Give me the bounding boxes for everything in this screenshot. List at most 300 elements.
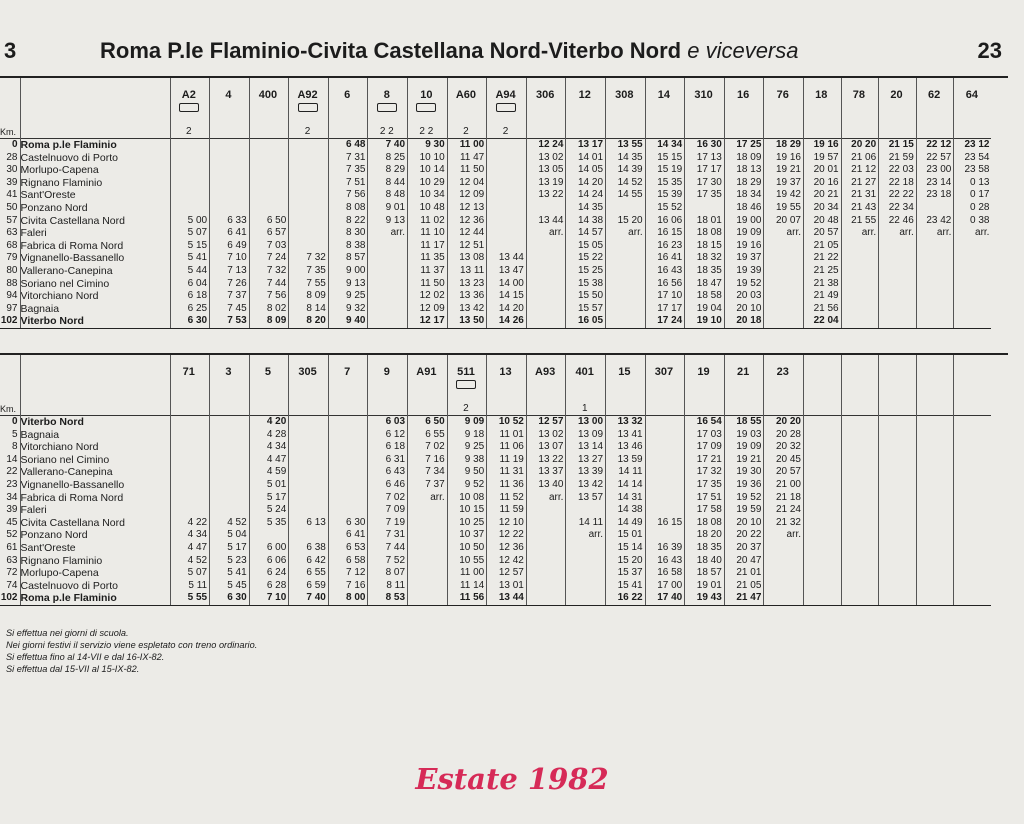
departure-time: 4 34: [249, 441, 289, 454]
departure-time: [804, 416, 842, 429]
departure-time: [210, 492, 250, 505]
departure-time: [170, 479, 210, 492]
note-marker: 2 2: [368, 114, 408, 139]
departure-time: [566, 567, 606, 580]
departure-time: [954, 529, 992, 542]
departure-time: 19 16: [804, 139, 842, 152]
departure-time: 11 35: [408, 252, 448, 265]
train-number: 308: [606, 78, 646, 114]
departure-time: 10 14: [408, 164, 448, 177]
departure-time: 12 57: [487, 567, 527, 580]
departure-time: 17 10: [645, 290, 685, 303]
train-number-row: [0, 355, 991, 391]
train-number: [916, 355, 954, 391]
departure-time: 20 34: [804, 202, 842, 215]
departure-time: arr.: [606, 227, 646, 240]
departure-time: [879, 454, 917, 467]
departure-time: 21 47: [724, 592, 764, 605]
station-name: Ponzano Nord: [20, 529, 170, 542]
departure-time: 20 37: [724, 542, 764, 555]
departure-time: 15 14: [606, 542, 646, 555]
departure-time: 11 52: [487, 492, 527, 505]
departure-time: [210, 152, 250, 165]
departure-time: [289, 139, 329, 152]
departure-time: [916, 567, 954, 580]
departure-time: [841, 567, 879, 580]
departure-time: 14 00: [487, 278, 527, 291]
station-name: Castelnuovo di Porto: [20, 152, 170, 165]
note-marker: [804, 391, 842, 416]
departure-time: [526, 315, 566, 328]
departure-time: [170, 429, 210, 442]
train-number: [804, 355, 842, 391]
station-name: Vitorchiano Nord: [20, 441, 170, 454]
station-name: Faleri: [20, 504, 170, 517]
departure-time: [916, 441, 954, 454]
departure-time: arr.: [566, 529, 606, 542]
departure-time: 13 37: [526, 466, 566, 479]
departure-time: 16 41: [645, 252, 685, 265]
departure-time: [879, 542, 917, 555]
departure-time: 7 10: [210, 252, 250, 265]
departure-time: 19 55: [764, 202, 804, 215]
departure-time: 8 14: [289, 303, 329, 316]
departure-time: arr.: [368, 227, 408, 240]
departure-time: [487, 177, 527, 190]
departure-time: 6 30: [170, 315, 210, 328]
departure-time: [566, 592, 606, 605]
station-name: Vitorchiano Nord: [20, 290, 170, 303]
departure-time: 21 59: [879, 152, 917, 165]
departure-time: 17 30: [685, 177, 725, 190]
departure-time: [645, 441, 685, 454]
departure-time: 21 32: [764, 517, 804, 530]
station-row: [0, 240, 991, 253]
station-row: [0, 189, 991, 202]
departure-time: 22 12: [916, 139, 954, 152]
departure-time: [289, 202, 329, 215]
departure-time: [526, 555, 566, 568]
departure-time: [879, 580, 917, 593]
note-marker-row: [0, 391, 991, 416]
departure-time: [368, 303, 408, 316]
departure-time: [916, 492, 954, 505]
note-marker: [954, 114, 992, 139]
departure-time: 22 34: [879, 202, 917, 215]
departure-time: 15 37: [606, 567, 646, 580]
station-name: Ponzano Nord: [20, 202, 170, 215]
departure-time: 17 25: [724, 139, 764, 152]
departure-time: 21 31: [841, 189, 879, 202]
departure-time: [645, 429, 685, 442]
departure-time: 17 17: [685, 164, 725, 177]
departure-time: [289, 479, 329, 492]
km-value: 23: [6, 478, 18, 490]
departure-time: 13 42: [447, 303, 487, 316]
departure-time: [916, 529, 954, 542]
departure-time: 8 02: [249, 303, 289, 316]
departure-time: [645, 492, 685, 505]
departure-time: [804, 555, 842, 568]
departure-time: 10 50: [447, 542, 487, 555]
departure-time: [841, 315, 879, 328]
train-number: [408, 78, 448, 114]
departure-time: [526, 542, 566, 555]
departure-time: 0 38: [954, 215, 992, 228]
note-marker: [685, 391, 725, 416]
station-name: Vallerano-Canepina: [20, 466, 170, 479]
departure-time: [916, 265, 954, 278]
departure-time: [916, 278, 954, 291]
departure-time: [289, 189, 329, 202]
departure-time: [526, 303, 566, 316]
km-value: 63: [6, 554, 18, 566]
departure-time: [408, 517, 448, 530]
departure-time: 20 03: [724, 290, 764, 303]
departure-time: [289, 227, 329, 240]
departure-time: 12 09: [447, 189, 487, 202]
departure-time: 14 35: [566, 202, 606, 215]
departure-time: [487, 139, 527, 152]
departure-time: [289, 466, 329, 479]
departure-time: 23 12: [954, 139, 992, 152]
departure-time: [606, 303, 646, 316]
departure-time: 5 35: [249, 517, 289, 530]
km-value: 45: [6, 516, 18, 528]
departure-time: 18 40: [685, 555, 725, 568]
departure-time: [328, 492, 368, 505]
departure-time: 14 20: [566, 177, 606, 190]
departure-time: 14 05: [566, 164, 606, 177]
departure-time: [170, 441, 210, 454]
departure-time: 12 09: [408, 303, 448, 316]
departure-time: [170, 466, 210, 479]
departure-time: [916, 479, 954, 492]
departure-time: 12 44: [447, 227, 487, 240]
departure-time: 9 09: [447, 416, 487, 429]
departure-time: [606, 240, 646, 253]
departure-time: arr.: [526, 227, 566, 240]
bus-icon: [456, 380, 476, 389]
departure-time: 15 25: [566, 265, 606, 278]
station-name: Morlupo-Capena: [20, 164, 170, 177]
note-marker: [289, 391, 329, 416]
train-number: 400: [249, 78, 289, 114]
note-marker: 2: [487, 114, 527, 139]
departure-time: [764, 252, 804, 265]
departure-time: 13 41: [606, 429, 646, 442]
departure-time: [879, 479, 917, 492]
departure-time: 22 57: [916, 152, 954, 165]
departure-time: 11 47: [447, 152, 487, 165]
departure-time: 6 31: [368, 454, 408, 467]
departure-time: [841, 265, 879, 278]
departure-time: 7 32: [289, 252, 329, 265]
station-name: Bagnaia: [20, 303, 170, 316]
departure-time: 20 48: [804, 215, 842, 228]
departure-time: [526, 278, 566, 291]
departure-time: [487, 164, 527, 177]
departure-time: 5 00: [170, 215, 210, 228]
departure-time: [645, 454, 685, 467]
departure-time: 15 57: [566, 303, 606, 316]
departure-time: 18 09: [724, 152, 764, 165]
departure-time: [408, 504, 448, 517]
title-route: Roma P.le Flaminio-Civita Castellana Nord-Viterbo Nord: [100, 38, 682, 63]
note-marker: [526, 114, 566, 139]
station-row: [0, 466, 991, 479]
km-value: 94: [6, 290, 18, 302]
departure-time: 20 22: [724, 529, 764, 542]
departure-time: 13 39: [566, 466, 606, 479]
departure-time: 16 56: [645, 278, 685, 291]
train-number: [879, 355, 917, 391]
km-value: 14: [6, 453, 18, 465]
train-number-label: 8: [383, 89, 390, 101]
train-number-label: A92: [297, 89, 318, 101]
page-number-left: 3: [4, 38, 17, 63]
departure-time: 7 45: [210, 303, 250, 316]
departure-time: [408, 529, 448, 542]
departure-time: [879, 416, 917, 429]
station-name: Fabrica di Roma Nord: [20, 240, 170, 253]
station-row: [0, 152, 991, 165]
departure-time: [249, 177, 289, 190]
departure-time: 14 49: [606, 517, 646, 530]
departure-time: 14 14: [606, 479, 646, 492]
departure-time: 7 32: [249, 265, 289, 278]
station-row: [0, 492, 991, 505]
departure-time: 9 13: [328, 278, 368, 291]
train-number-label: A2: [181, 89, 196, 101]
departure-time: [804, 567, 842, 580]
note-marker: [916, 391, 954, 416]
departure-time: 11 01: [487, 429, 527, 442]
departure-time: 12 22: [487, 529, 527, 542]
departure-time: 10 25: [447, 517, 487, 530]
departure-time: 21 18: [764, 492, 804, 505]
departure-time: 20 18: [724, 315, 764, 328]
train-number: 71: [170, 355, 210, 391]
km-value: 80: [6, 264, 18, 276]
station-row: [0, 580, 991, 593]
departure-time: [841, 517, 879, 530]
departure-time: 21 12: [841, 164, 879, 177]
departure-time: 16 39: [645, 542, 685, 555]
departure-time: 20 57: [764, 466, 804, 479]
departure-time: 7 31: [328, 152, 368, 165]
departure-time: 11 00: [447, 567, 487, 580]
departure-time: [170, 152, 210, 165]
departure-time: [210, 441, 250, 454]
departure-time: 5 55: [170, 592, 210, 605]
departure-time: 21 25: [804, 265, 842, 278]
departure-time: [841, 542, 879, 555]
departure-time: [879, 555, 917, 568]
station-row: [0, 504, 991, 517]
departure-time: 7 26: [210, 278, 250, 291]
train-number: [447, 355, 487, 391]
train-number: 305: [289, 355, 329, 391]
departure-time: 10 55: [447, 555, 487, 568]
departure-time: 12 04: [447, 177, 487, 190]
departure-time: 7 51: [328, 177, 368, 190]
departure-time: [804, 529, 842, 542]
departure-time: [289, 504, 329, 517]
departure-time: 12 36: [487, 542, 527, 555]
departure-time: 5 07: [170, 567, 210, 580]
departure-time: 6 12: [368, 429, 408, 442]
departure-time: [526, 240, 566, 253]
bus-icon: [496, 103, 516, 112]
departure-time: 6 03: [368, 416, 408, 429]
departure-time: [210, 416, 250, 429]
departure-time: 12 13: [447, 202, 487, 215]
departure-time: 6 04: [170, 278, 210, 291]
departure-time: [879, 265, 917, 278]
km-value: 79: [6, 252, 18, 264]
departure-time: [879, 504, 917, 517]
departure-time: [487, 240, 527, 253]
station-row: [0, 252, 991, 265]
departure-time: 13 09: [566, 429, 606, 442]
departure-time: 6 50: [408, 416, 448, 429]
departure-time: 0 28: [954, 202, 992, 215]
departure-time: 18 46: [724, 202, 764, 215]
departure-time: 20 45: [764, 454, 804, 467]
departure-time: arr.: [954, 227, 992, 240]
train-number-label: 10: [420, 89, 433, 101]
departure-time: 7 09: [368, 504, 408, 517]
train-number: 20: [879, 78, 917, 114]
departure-time: 17 24: [645, 315, 685, 328]
departure-time: 5 17: [210, 542, 250, 555]
departure-time: 23 54: [954, 152, 992, 165]
departure-time: [289, 240, 329, 253]
departure-time: [879, 303, 917, 316]
km-value: 97: [6, 302, 18, 314]
departure-time: 7 52: [368, 555, 408, 568]
station-name: Sant'Oreste: [20, 542, 170, 555]
departure-time: 14 31: [606, 492, 646, 505]
departure-time: [804, 429, 842, 442]
station-name: Vignanello-Bassanello: [20, 252, 170, 265]
departure-time: 5 04: [210, 529, 250, 542]
departure-time: 17 09: [685, 441, 725, 454]
departure-time: 22 46: [879, 215, 917, 228]
departure-time: 17 03: [685, 429, 725, 442]
departure-time: [916, 429, 954, 442]
departure-time: 18 29: [764, 139, 804, 152]
departure-time: [954, 555, 992, 568]
departure-time: 6 42: [289, 555, 329, 568]
departure-time: [841, 240, 879, 253]
departure-time: [841, 303, 879, 316]
note-marker: [170, 391, 210, 416]
departure-time: 8 53: [368, 592, 408, 605]
departure-time: 16 43: [645, 265, 685, 278]
departure-time: 9 25: [328, 290, 368, 303]
departure-time: 13 27: [566, 454, 606, 467]
departure-time: 14 24: [566, 189, 606, 202]
departure-time: 14 15: [487, 290, 527, 303]
departure-time: [606, 315, 646, 328]
page-header: [0, 38, 1024, 70]
departure-time: 5 23: [210, 555, 250, 568]
footnotes: [6, 627, 257, 675]
departure-time: [879, 441, 917, 454]
departure-time: 13 50: [447, 315, 487, 328]
departure-time: [566, 504, 606, 517]
departure-time: [289, 429, 329, 442]
train-number: A91: [408, 355, 448, 391]
departure-time: 19 09: [724, 227, 764, 240]
departure-time: [916, 504, 954, 517]
station-row: [0, 278, 991, 291]
departure-time: 7 56: [249, 290, 289, 303]
departure-time: [249, 202, 289, 215]
departure-time: [954, 252, 992, 265]
train-number: 3: [210, 355, 250, 391]
departure-time: 13 05: [526, 164, 566, 177]
departure-time: 8 30: [328, 227, 368, 240]
departure-time: 6 46: [368, 479, 408, 492]
train-number: 15: [606, 355, 646, 391]
departure-time: [764, 265, 804, 278]
km-label: Km.: [0, 404, 17, 414]
departure-time: 8 29: [368, 164, 408, 177]
departure-time: [170, 416, 210, 429]
station-row: [0, 555, 991, 568]
departure-time: [764, 555, 804, 568]
departure-time: [804, 441, 842, 454]
departure-time: arr.: [526, 492, 566, 505]
season-caption: Estate 1982: [415, 762, 609, 796]
departure-time: 11 02: [408, 215, 448, 228]
departure-time: [954, 454, 992, 467]
departure-time: [916, 252, 954, 265]
departure-time: 12 02: [408, 290, 448, 303]
departure-time: 13 44: [526, 215, 566, 228]
departure-time: 21 00: [764, 479, 804, 492]
departure-time: 4 59: [249, 466, 289, 479]
station-row: [0, 177, 991, 190]
departure-time: [804, 492, 842, 505]
departure-time: 11 50: [408, 278, 448, 291]
km-value: 30: [6, 164, 18, 176]
departure-time: [408, 580, 448, 593]
note-marker: [487, 391, 527, 416]
departure-time: 12 51: [447, 240, 487, 253]
departure-time: [289, 454, 329, 467]
departure-time: [804, 504, 842, 517]
departure-time: [954, 416, 992, 429]
departure-time: 9 32: [328, 303, 368, 316]
departure-time: 18 34: [724, 189, 764, 202]
departure-time: 20 47: [724, 555, 764, 568]
departure-time: [879, 278, 917, 291]
departure-time: 6 30: [210, 592, 250, 605]
station-name: Bagnaia: [20, 429, 170, 442]
departure-time: 17 58: [685, 504, 725, 517]
departure-time: [210, 454, 250, 467]
departure-time: [210, 164, 250, 177]
departure-time: 11 06: [487, 441, 527, 454]
departure-time: 11 31: [487, 466, 527, 479]
departure-time: 4 52: [170, 555, 210, 568]
departure-time: 19 37: [724, 252, 764, 265]
station-name: Civita Castellana Nord: [20, 517, 170, 530]
